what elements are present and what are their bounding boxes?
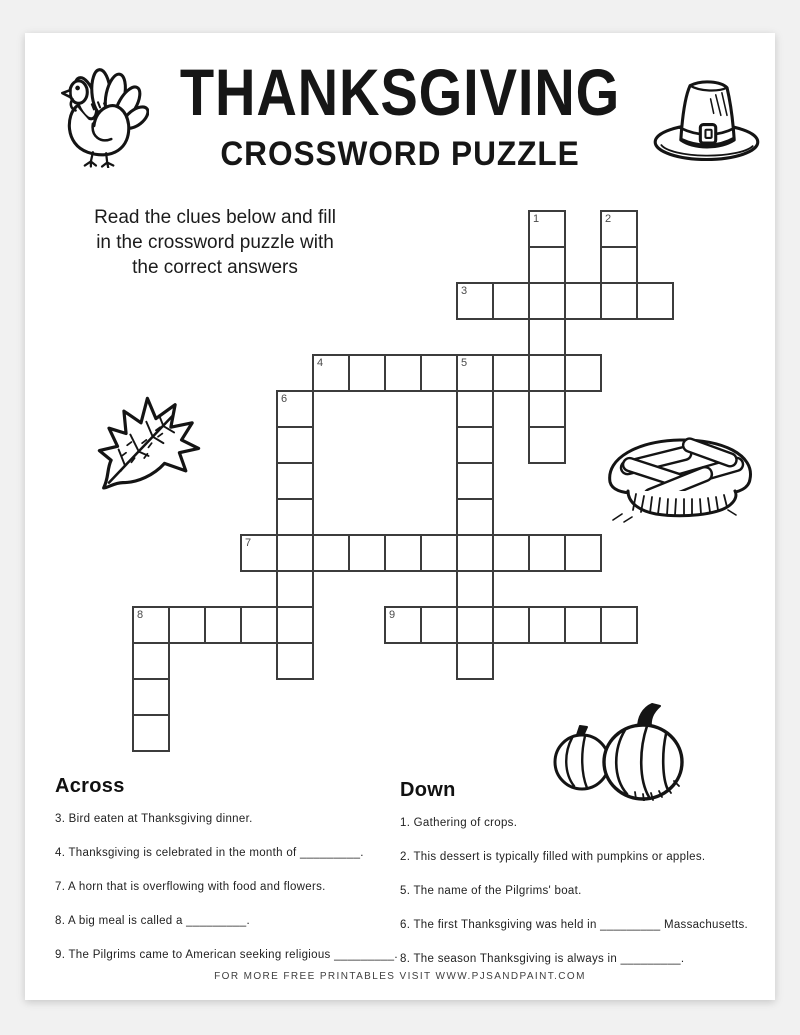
crossword-grid — [132, 210, 674, 752]
grid-cell[interactable] — [240, 534, 278, 572]
clue-item: 1. Gathering of crops. — [400, 817, 518, 829]
grid-cell[interactable] — [276, 570, 314, 608]
clue-item: 3. Bird eaten at Thanksgiving dinner. — [55, 813, 253, 825]
grid-cell[interactable] — [276, 642, 314, 680]
down-section — [400, 779, 765, 986]
grid-cell[interactable] — [564, 282, 602, 320]
page-subtitle: CROSSWORD PUZZLE — [220, 135, 580, 173]
grid-cell[interactable] — [600, 210, 638, 248]
cell-number: 8 — [137, 609, 144, 621]
clue-item: 7. A horn that is overflowing with food and flowers. — [55, 881, 326, 893]
grid-cell[interactable] — [312, 354, 350, 392]
grid-cell[interactable] — [528, 210, 566, 248]
grid-cell[interactable] — [636, 282, 674, 320]
cell-number: 9 — [389, 609, 396, 621]
grid-cell[interactable] — [528, 282, 566, 320]
cell-number: 6 — [281, 393, 288, 405]
grid-cell[interactable] — [528, 534, 566, 572]
across-heading: Across — [55, 775, 125, 797]
grid-cell[interactable] — [492, 282, 530, 320]
grid-cell[interactable] — [132, 714, 170, 752]
clue-item: 8. The season Thanksgiving is always in _________. — [400, 953, 685, 965]
grid-cell[interactable] — [456, 462, 494, 500]
grid-cell[interactable] — [348, 534, 386, 572]
grid-cell[interactable] — [420, 534, 458, 572]
grid-cell[interactable] — [384, 534, 422, 572]
grid-cell[interactable] — [456, 606, 494, 644]
grid-cell[interactable] — [276, 426, 314, 464]
grid-cell[interactable] — [528, 606, 566, 644]
grid-cell[interactable] — [456, 354, 494, 392]
grid-cell[interactable] — [132, 606, 170, 644]
grid-cell[interactable] — [456, 390, 494, 428]
grid-cell[interactable] — [384, 606, 422, 644]
instruction-line: Read the clues below and fill — [94, 207, 336, 228]
grid-cell[interactable] — [600, 246, 638, 284]
grid-cell[interactable] — [276, 390, 314, 428]
clue-item: 2. This dessert is typically filled with pumpkins or apples. — [400, 851, 706, 863]
down-heading: Down — [400, 779, 456, 801]
grid-cell[interactable] — [492, 606, 530, 644]
grid-cell[interactable] — [456, 570, 494, 608]
grid-cell[interactable] — [564, 606, 602, 644]
grid-cell[interactable] — [276, 498, 314, 536]
grid-cell[interactable] — [492, 534, 530, 572]
grid-cell[interactable] — [528, 390, 566, 428]
grid-cell[interactable] — [456, 282, 494, 320]
grid-cell[interactable] — [456, 534, 494, 572]
grid-cell[interactable] — [456, 426, 494, 464]
grid-cell[interactable] — [492, 354, 530, 392]
grid-cell[interactable] — [528, 426, 566, 464]
grid-cell[interactable] — [348, 354, 386, 392]
grid-cell[interactable] — [132, 678, 170, 716]
cell-number: 4 — [317, 357, 324, 369]
grid-cell[interactable] — [528, 354, 566, 392]
grid-cell[interactable] — [276, 606, 314, 644]
pie-illustration — [598, 426, 763, 523]
page-title: THANKSGIVING — [179, 55, 621, 129]
clue-item: 4. Thanksgiving is celebrated in the month of _________. — [55, 847, 364, 859]
grid-cell[interactable] — [528, 318, 566, 356]
pilgrim-hat-illustration — [648, 76, 766, 166]
grid-cell[interactable] — [132, 642, 170, 680]
cell-number: 5 — [461, 357, 468, 369]
grid-cell[interactable] — [276, 534, 314, 572]
instruction-line: in the crossword puzzle with — [96, 232, 334, 253]
cell-number: 7 — [245, 537, 252, 549]
grid-cell[interactable] — [168, 606, 206, 644]
printable-sheet — [25, 33, 775, 1000]
clue-item: 5. The name of the Pilgrims' boat. — [400, 885, 582, 897]
grid-cell[interactable] — [528, 246, 566, 284]
clue-item: 9. The Pilgrims came to American seeking religious _________. — [55, 949, 398, 961]
grid-cell[interactable] — [204, 606, 242, 644]
cell-number: 2 — [605, 213, 612, 225]
clue-item: 6. The first Thanksgiving was held in _________ Massachusetts. — [400, 919, 749, 931]
grid-cell[interactable] — [564, 534, 602, 572]
grid-cell[interactable] — [600, 606, 638, 644]
cell-number: 1 — [533, 213, 540, 225]
grid-cell[interactable] — [420, 354, 458, 392]
instruction-line: the correct answers — [132, 257, 298, 278]
clue-item: 8. A big meal is called a _________. — [55, 915, 250, 927]
oak-leaf-illustration — [93, 383, 205, 499]
grid-cell[interactable] — [384, 354, 422, 392]
grid-cell[interactable] — [420, 606, 458, 644]
down-clue-list — [400, 816, 765, 966]
grid-cell[interactable] — [456, 642, 494, 680]
across-clue-list — [55, 812, 398, 962]
grid-cell[interactable] — [564, 354, 602, 392]
grid-cell[interactable] — [240, 606, 278, 644]
across-section — [55, 775, 398, 982]
grid-cell[interactable] — [276, 462, 314, 500]
grid-cell[interactable] — [456, 498, 494, 536]
grid-cell[interactable] — [312, 534, 350, 572]
cell-number: 3 — [461, 285, 468, 297]
footer-credit: FOR MORE FREE PRINTABLES VISIT WWW.PJSANDPAINT.COM — [214, 971, 586, 982]
grid-cell[interactable] — [600, 282, 638, 320]
